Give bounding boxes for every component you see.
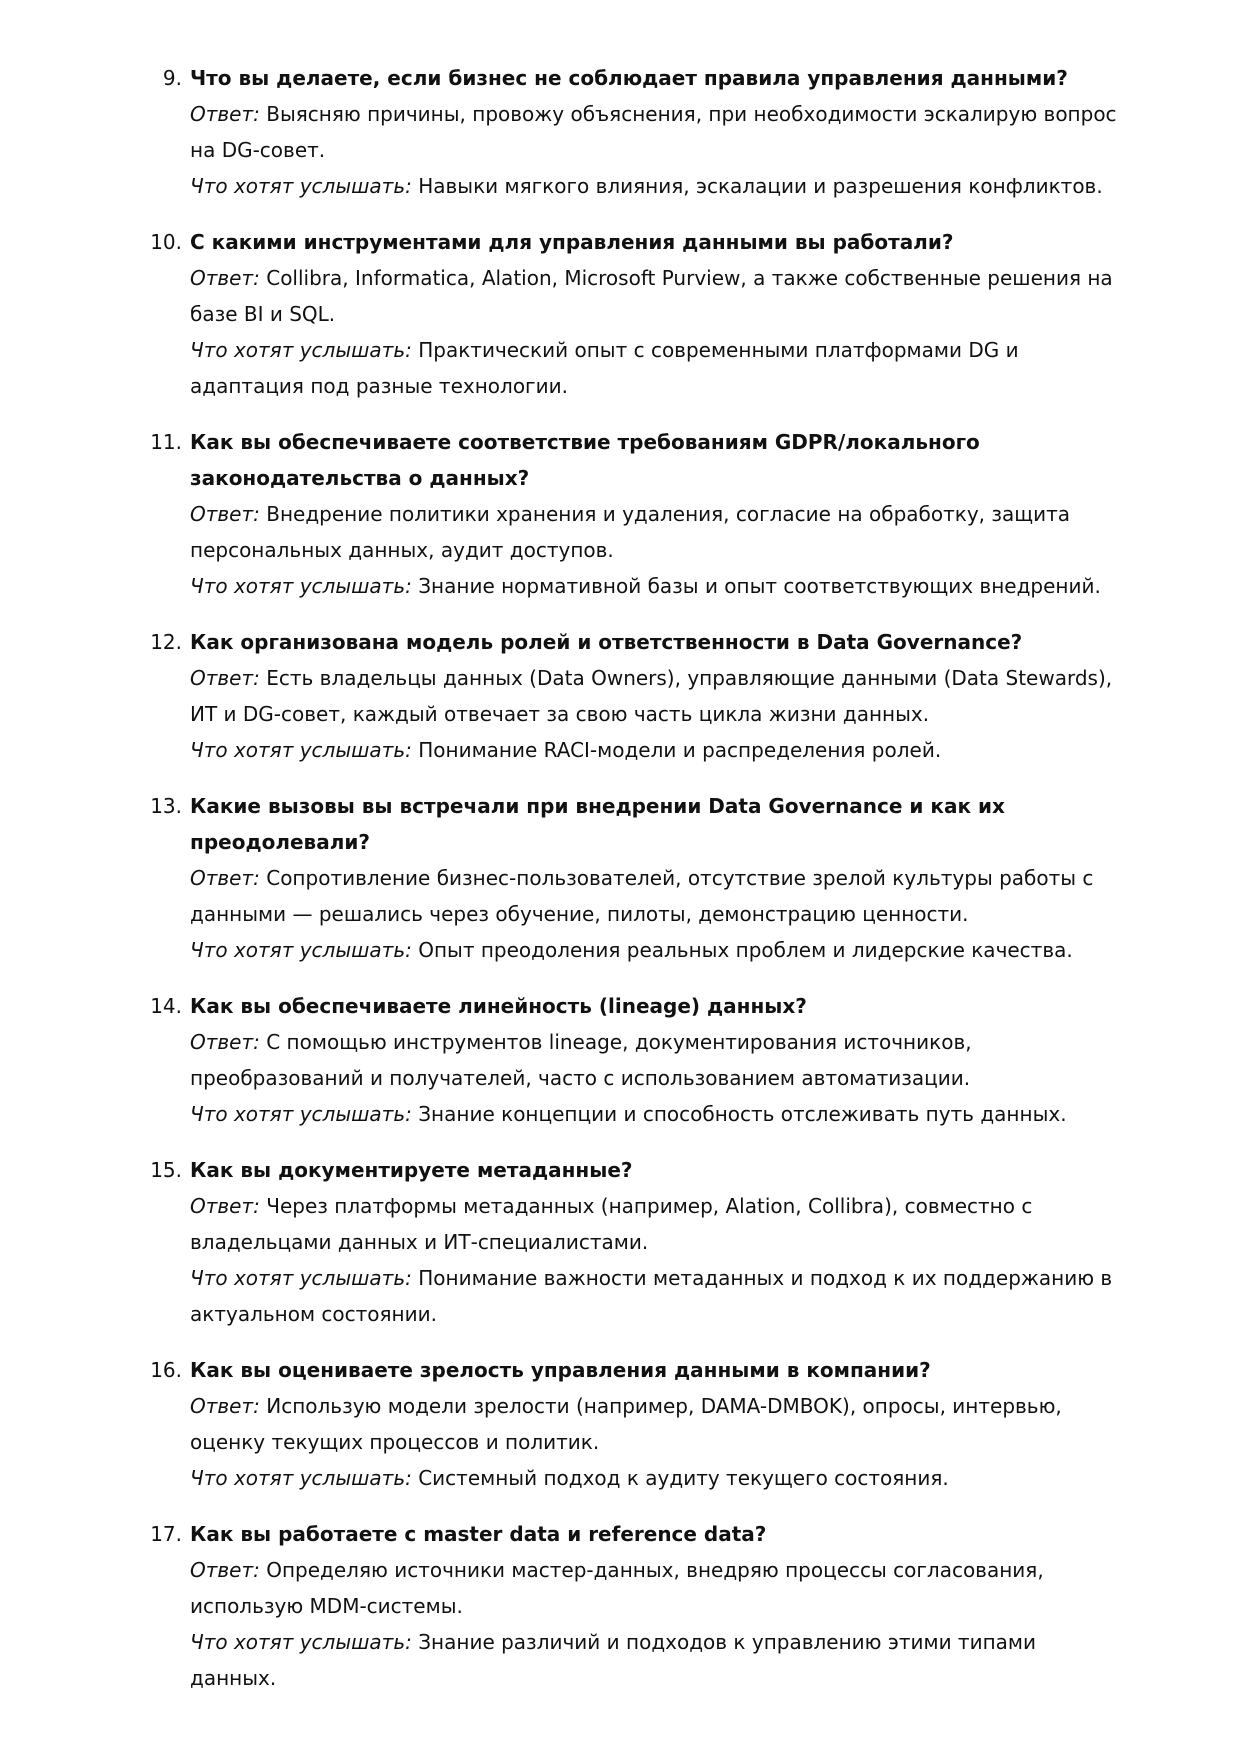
answer	[190, 660, 1125, 732]
qa-list	[0, 60, 1239, 1716]
question: С какими инструментами для управления данными вы работали?	[190, 230, 954, 254]
expect-label: Что хотят услышать:	[190, 938, 412, 962]
expect-text: Понимание важности метаданных и подход к их поддержанию в актуальном состоянии.	[190, 1266, 1113, 1326]
expectation	[190, 168, 1125, 204]
expect-text: Знание различий и подходов к управлению этими типами данных.	[190, 1630, 1037, 1690]
question: Как вы работаете с master data и reference data?	[190, 1522, 767, 1546]
answer-label: Ответ:	[190, 102, 260, 126]
list-item	[0, 60, 1125, 204]
answer-text: Collibra, Informatica, Alation, Microsoft Purview, а также собственные решения на базе BI и SQL.	[190, 266, 1113, 326]
answer-text: Определяю источники мастер-данных, внедряю процессы согласования, использую MDM-системы.	[190, 1558, 1044, 1618]
question: Как вы обеспечиваете линейность (lineage) данных?	[190, 994, 807, 1018]
question: Что вы делаете, если бизнес не соблюдает правила управления данными?	[190, 66, 1068, 90]
expect-text: Знание нормативной базы и опыт соответствующих внедрений.	[418, 574, 1101, 598]
answer-label: Ответ:	[190, 866, 260, 890]
answer	[190, 1552, 1125, 1624]
question: Как вы обеспечиваете соответствие требованиям GDPR/локального законодательства о данных?	[190, 430, 980, 490]
expectation	[190, 568, 1125, 604]
answer-label: Ответ:	[190, 1030, 260, 1054]
expect-label: Что хотят услышать:	[190, 174, 412, 198]
answer	[190, 1388, 1125, 1460]
list-item	[0, 224, 1125, 404]
expect-label: Что хотят услышать:	[190, 1102, 412, 1126]
question: Как вы документируете метаданные?	[190, 1158, 633, 1182]
list-item	[0, 424, 1125, 604]
item-number: 16.	[150, 1358, 182, 1382]
expect-label: Что хотят услышать:	[190, 738, 412, 762]
expect-text: Опыт преодоления реальных проблем и лидерские качества.	[418, 938, 1073, 962]
list-item	[0, 988, 1125, 1132]
list-item	[0, 624, 1125, 768]
answer	[190, 260, 1125, 332]
item-number: 15.	[150, 1158, 182, 1182]
answer-text: Через платформы метаданных (например, Alation, Collibra), совместно с владельцами данных и ИТ-специалистами.	[190, 1194, 1033, 1254]
item-number: 12.	[150, 630, 182, 654]
expectation	[190, 1096, 1125, 1132]
answer	[190, 1024, 1125, 1096]
expect-label: Что хотят услышать:	[190, 1266, 412, 1290]
answer	[190, 96, 1125, 168]
expect-label: Что хотят услышать:	[190, 1630, 412, 1654]
answer-label: Ответ:	[190, 502, 260, 526]
list-item	[0, 1152, 1125, 1332]
expectation	[190, 1624, 1125, 1696]
answer-text: Выясняю причины, провожу объяснения, при необходимости эскалирую вопрос на DG-совет.	[190, 102, 1117, 162]
question: Какие вызовы вы встречали при внедрении Data Governance и как их преодолевали?	[190, 794, 1005, 854]
answer-text: Сопротивление бизнес-пользователей, отсутствие зрелой культуры работы с данными — решались через обучение, пилоты, демонстрацию ценности.	[190, 866, 1094, 926]
expectation	[190, 732, 1125, 768]
item-number: 17.	[150, 1522, 182, 1546]
expectation	[190, 332, 1125, 404]
expect-label: Что хотят услышать:	[190, 574, 412, 598]
expectation	[190, 1460, 1125, 1496]
expect-text: Навыки мягкого влияния, эскалации и разрешения конфликтов.	[418, 174, 1103, 198]
expect-text: Знание концепции и способность отслеживать путь данных.	[418, 1102, 1067, 1126]
item-number: 11.	[150, 430, 182, 454]
list-item	[0, 1352, 1125, 1496]
item-number: 10.	[150, 230, 182, 254]
list-item	[0, 788, 1125, 968]
answer-text: Есть владельцы данных (Data Owners), управляющие данными (Data Stewards), ИТ и DG-совет, каждый отвечает за свою часть цикла жизни данных.	[190, 666, 1113, 726]
question: Как организована модель ролей и ответственности в Data Governance?	[190, 630, 1023, 654]
answer-text: С помощью инструментов lineage, документирования источников, преобразований и получателей, часто с использованием автоматизации.	[190, 1030, 972, 1090]
answer	[190, 496, 1125, 568]
item-number: 13.	[150, 794, 182, 818]
expectation	[190, 932, 1125, 968]
answer	[190, 1188, 1125, 1260]
answer-text: Использую модели зрелости (например, DAMA-DMBOK), опросы, интервью, оценку текущих процессов и политик.	[190, 1394, 1062, 1454]
expect-label: Что хотят услышать:	[190, 338, 412, 362]
expect-text: Практический опыт с современными платформами DG и адаптация под разные технологии.	[190, 338, 1019, 398]
expect-text: Понимание RACI-модели и распределения ролей.	[418, 738, 942, 762]
expect-text: Системный подход к аудиту текущего состояния.	[418, 1466, 949, 1490]
question: Как вы оцениваете зрелость управления данными в компании?	[190, 1358, 931, 1382]
answer	[190, 860, 1125, 932]
item-number: 9.	[162, 66, 182, 90]
answer-label: Ответ:	[190, 666, 260, 690]
expect-label: Что хотят услышать:	[190, 1466, 412, 1490]
answer-label: Ответ:	[190, 266, 260, 290]
answer-label: Ответ:	[190, 1558, 260, 1582]
item-number: 14.	[150, 994, 182, 1018]
answer-text: Внедрение политики хранения и удаления, согласие на обработку, защита персональных данных, аудит доступов.	[190, 502, 1071, 562]
answer-label: Ответ:	[190, 1194, 260, 1218]
list-item	[0, 1516, 1125, 1696]
answer-label: Ответ:	[190, 1394, 260, 1418]
expectation	[190, 1260, 1125, 1332]
